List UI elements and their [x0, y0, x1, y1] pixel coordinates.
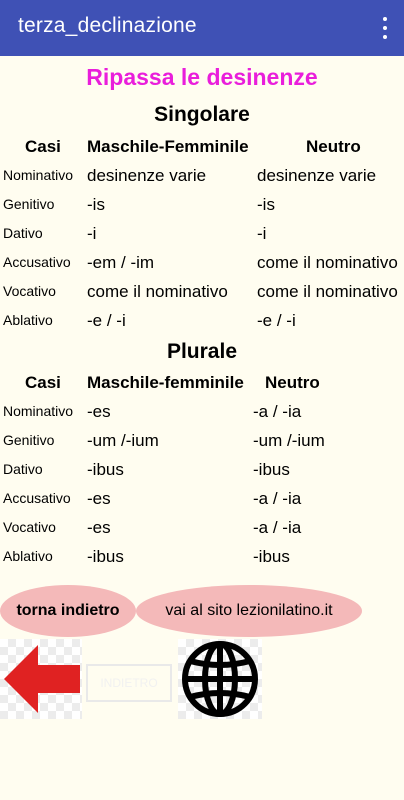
- ending-mf: -is: [87, 195, 105, 214]
- table-row: [0, 397, 404, 426]
- ending-neuter: come il nominativo: [257, 282, 398, 301]
- singular-table: [0, 132, 404, 335]
- ending-mf: -es: [87, 518, 111, 537]
- case-name: Dativo: [3, 225, 43, 241]
- ending-mf: come il nominativo: [87, 282, 228, 301]
- red-left-arrow-icon[interactable]: [0, 639, 82, 719]
- table-row: [0, 248, 404, 277]
- back-button[interactable]: torna indietro: [0, 585, 136, 637]
- app-bar: [0, 0, 404, 56]
- ending-neuter: -um /-ium: [253, 431, 325, 450]
- column-header: Casi: [25, 137, 61, 156]
- ending-mf: -um /-ium: [87, 431, 159, 450]
- case-name: Accusativo: [3, 254, 71, 270]
- ending-mf: -em / -im: [87, 253, 155, 272]
- column-header: Maschile-femminile: [87, 373, 244, 392]
- table-row: [0, 161, 404, 190]
- table-row: [0, 426, 404, 455]
- case-name: Ablativo: [3, 548, 53, 564]
- table-row: [0, 484, 404, 513]
- case-name: Dativo: [3, 461, 43, 477]
- case-name: Vocativo: [3, 519, 56, 535]
- case-name: Vocativo: [3, 283, 56, 299]
- case-name: Ablativo: [3, 312, 53, 328]
- faded-back-button[interactable]: INDIETRO: [86, 664, 172, 702]
- ending-neuter: -ibus: [253, 547, 290, 566]
- case-name: Genitivo: [3, 196, 55, 212]
- table-header-row: [0, 132, 404, 161]
- table-row: [0, 219, 404, 248]
- ending-mf: -i: [87, 224, 97, 243]
- table-row: [0, 455, 404, 484]
- column-header: Neutro: [306, 137, 361, 156]
- more-vert-icon[interactable]: [382, 17, 388, 39]
- table-row: [0, 277, 404, 306]
- ending-neuter: -ibus: [253, 460, 290, 479]
- ending-neuter: -e / -i: [257, 311, 296, 330]
- column-header: Neutro: [265, 373, 320, 392]
- case-name: Nominativo: [3, 167, 74, 183]
- app-title: terza_declinazione: [18, 14, 197, 37]
- table-row: [0, 190, 404, 219]
- column-header: Maschile-Femminile: [87, 137, 249, 156]
- ending-mf: -es: [87, 489, 111, 508]
- plural-table: [0, 368, 404, 571]
- ending-mf: -ibus: [87, 460, 124, 479]
- ending-neuter: -a / -ia: [253, 518, 302, 537]
- ending-neuter: -a / -ia: [253, 489, 302, 508]
- case-name: Accusativo: [3, 490, 71, 506]
- column-header: Casi: [25, 373, 61, 392]
- table-row: [0, 306, 404, 335]
- singular-heading: Singolare: [154, 103, 250, 126]
- case-name: Genitivo: [3, 432, 55, 448]
- ending-neuter: -a / -ia: [253, 402, 302, 421]
- globe-icon[interactable]: [178, 639, 262, 719]
- ending-neuter: come il nominativo: [257, 253, 398, 272]
- ending-neuter: -is: [257, 195, 275, 214]
- table-row: [0, 542, 404, 571]
- ending-neuter: desinenze varie: [257, 166, 377, 185]
- case-name: Nominativo: [3, 403, 74, 419]
- ending-mf: -e / -i: [87, 311, 126, 330]
- visit-site-button[interactable]: vai al sito lezionilatino.it: [136, 585, 362, 637]
- plural-heading: Plurale: [166, 340, 238, 363]
- ending-neuter: -i: [257, 224, 267, 243]
- ending-mf: -es: [87, 402, 111, 421]
- ending-mf: -ibus: [87, 547, 124, 566]
- table-header-row: [0, 368, 404, 397]
- table-row: [0, 513, 404, 542]
- page-heading: Ripassa le desinenze: [86, 64, 318, 90]
- ending-mf: desinenze varie: [87, 166, 207, 185]
